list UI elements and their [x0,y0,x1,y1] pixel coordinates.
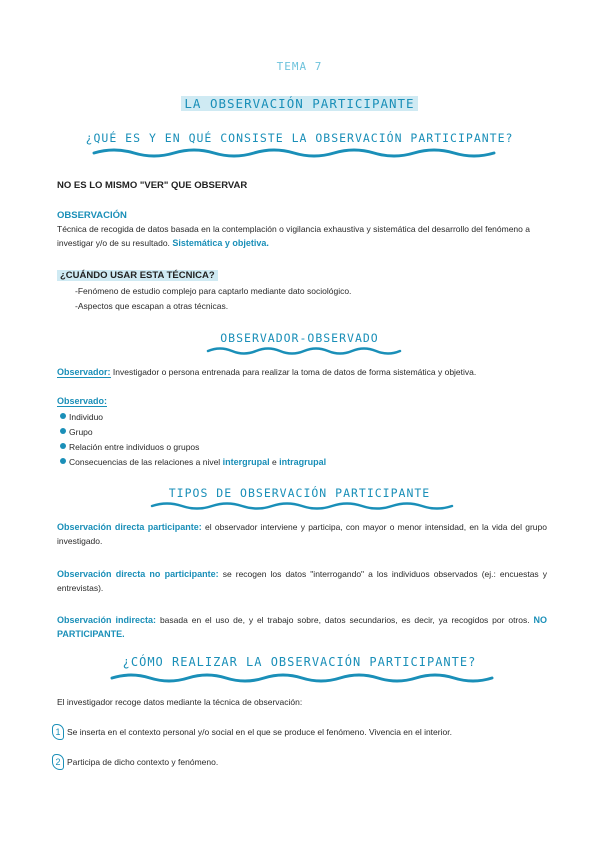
wave-underline-4 [110,672,490,686]
wave-underline-2 [206,346,406,358]
observation-text: Técnica de recogida de datos basada en la contemplación o vigilancia exhaustiva y sistemática del desarrollo del fenómeno a investigar y/o de su resultado. [57,224,530,248]
step-number-1: 1 [52,724,64,740]
section-title-how: ¿CÓMO REALIZAR LA OBSERVACIÓN PARTICIPANTE? [122,655,477,669]
step-text-1: Se inserta en el contexto personal y/o social en el que se produce el fenómeno. Vivencia en el interior. [67,727,452,737]
observation-emphasis: Sistemática y objetiva. [172,238,269,248]
observed-item-2: Grupo [60,425,93,439]
step-text-2: Participa de dicho contexto y fenómeno. [67,757,219,767]
when-item-1: -Fenómeno de estudio complejo para captarlo mediante dato sociológico. [75,286,352,296]
observer-label: Observador: [57,367,111,377]
observed-item-1: Individuo [60,410,103,424]
observed-label: Observado: [57,396,108,406]
when-heading [57,270,218,281]
question-heading-1: ¿QUÉ ES Y EN QUÉ CONSISTE LA OBSERVACIÓN PARTICIPANTE? [85,131,514,145]
type-direct-nonparticipant: Observación directa no participante: se recogen los datos "interrogando" a los individuos observados (ej.: encuestas y entrevistas). [57,569,547,593]
bullet-icon [60,443,66,449]
observation-heading: OBSERVACIÓN [57,210,127,221]
type-direct-participant: Observación directa participante: el observador interviene y participa, con mayor o menor intensidad, en la vida del grupo investigado. [57,522,547,546]
intro-heading: NO ES LO MISMO "VER" QUE OBSERVAR [57,180,248,191]
step-number-2: 2 [52,754,64,770]
section-title-types: TIPOS DE OBSERVACIÓN PARTICIPANTE [168,486,431,500]
page-title [0,96,599,111]
wave-underline-3 [150,501,450,513]
type-indirect: Observación indirecta: basada en el uso de, y el trabajo sobre, datos secundarios, es decir, ya recogidos por otros. NO PARTICIPANTE. [57,615,547,639]
step-2 [52,754,218,770]
step-1 [52,724,452,740]
when-heading-text: ¿CUÁNDO USAR ESTA TÉCNICA? [57,270,218,281]
observed-item-4: Consecuencias de las relaciones a nivel intergrupal e intragrupal [60,455,326,469]
observed-item-3: Relación entre individuos o grupos [60,440,199,454]
wave-underline-1 [92,147,512,161]
observer-definition [57,365,476,379]
observer-text: Investigador o persona entrenada para realizar la toma de datos de forma sistemática y objetiva. [112,367,477,377]
topic-label: TEMA 7 [276,60,323,73]
how-intro: El investigador recoge datos mediante la técnica de observación: [57,697,303,707]
section-title-observer: OBSERVADOR-OBSERVADO [220,331,379,345]
page-title-text: LA OBSERVACIÓN PARTICIPANTE [181,96,417,111]
bullet-icon [60,413,66,419]
bullet-icon [60,458,66,464]
observation-definition [57,222,547,250]
bullet-icon [60,428,66,434]
when-item-2: -Aspectos que escapan a otras técnicas. [75,301,229,311]
